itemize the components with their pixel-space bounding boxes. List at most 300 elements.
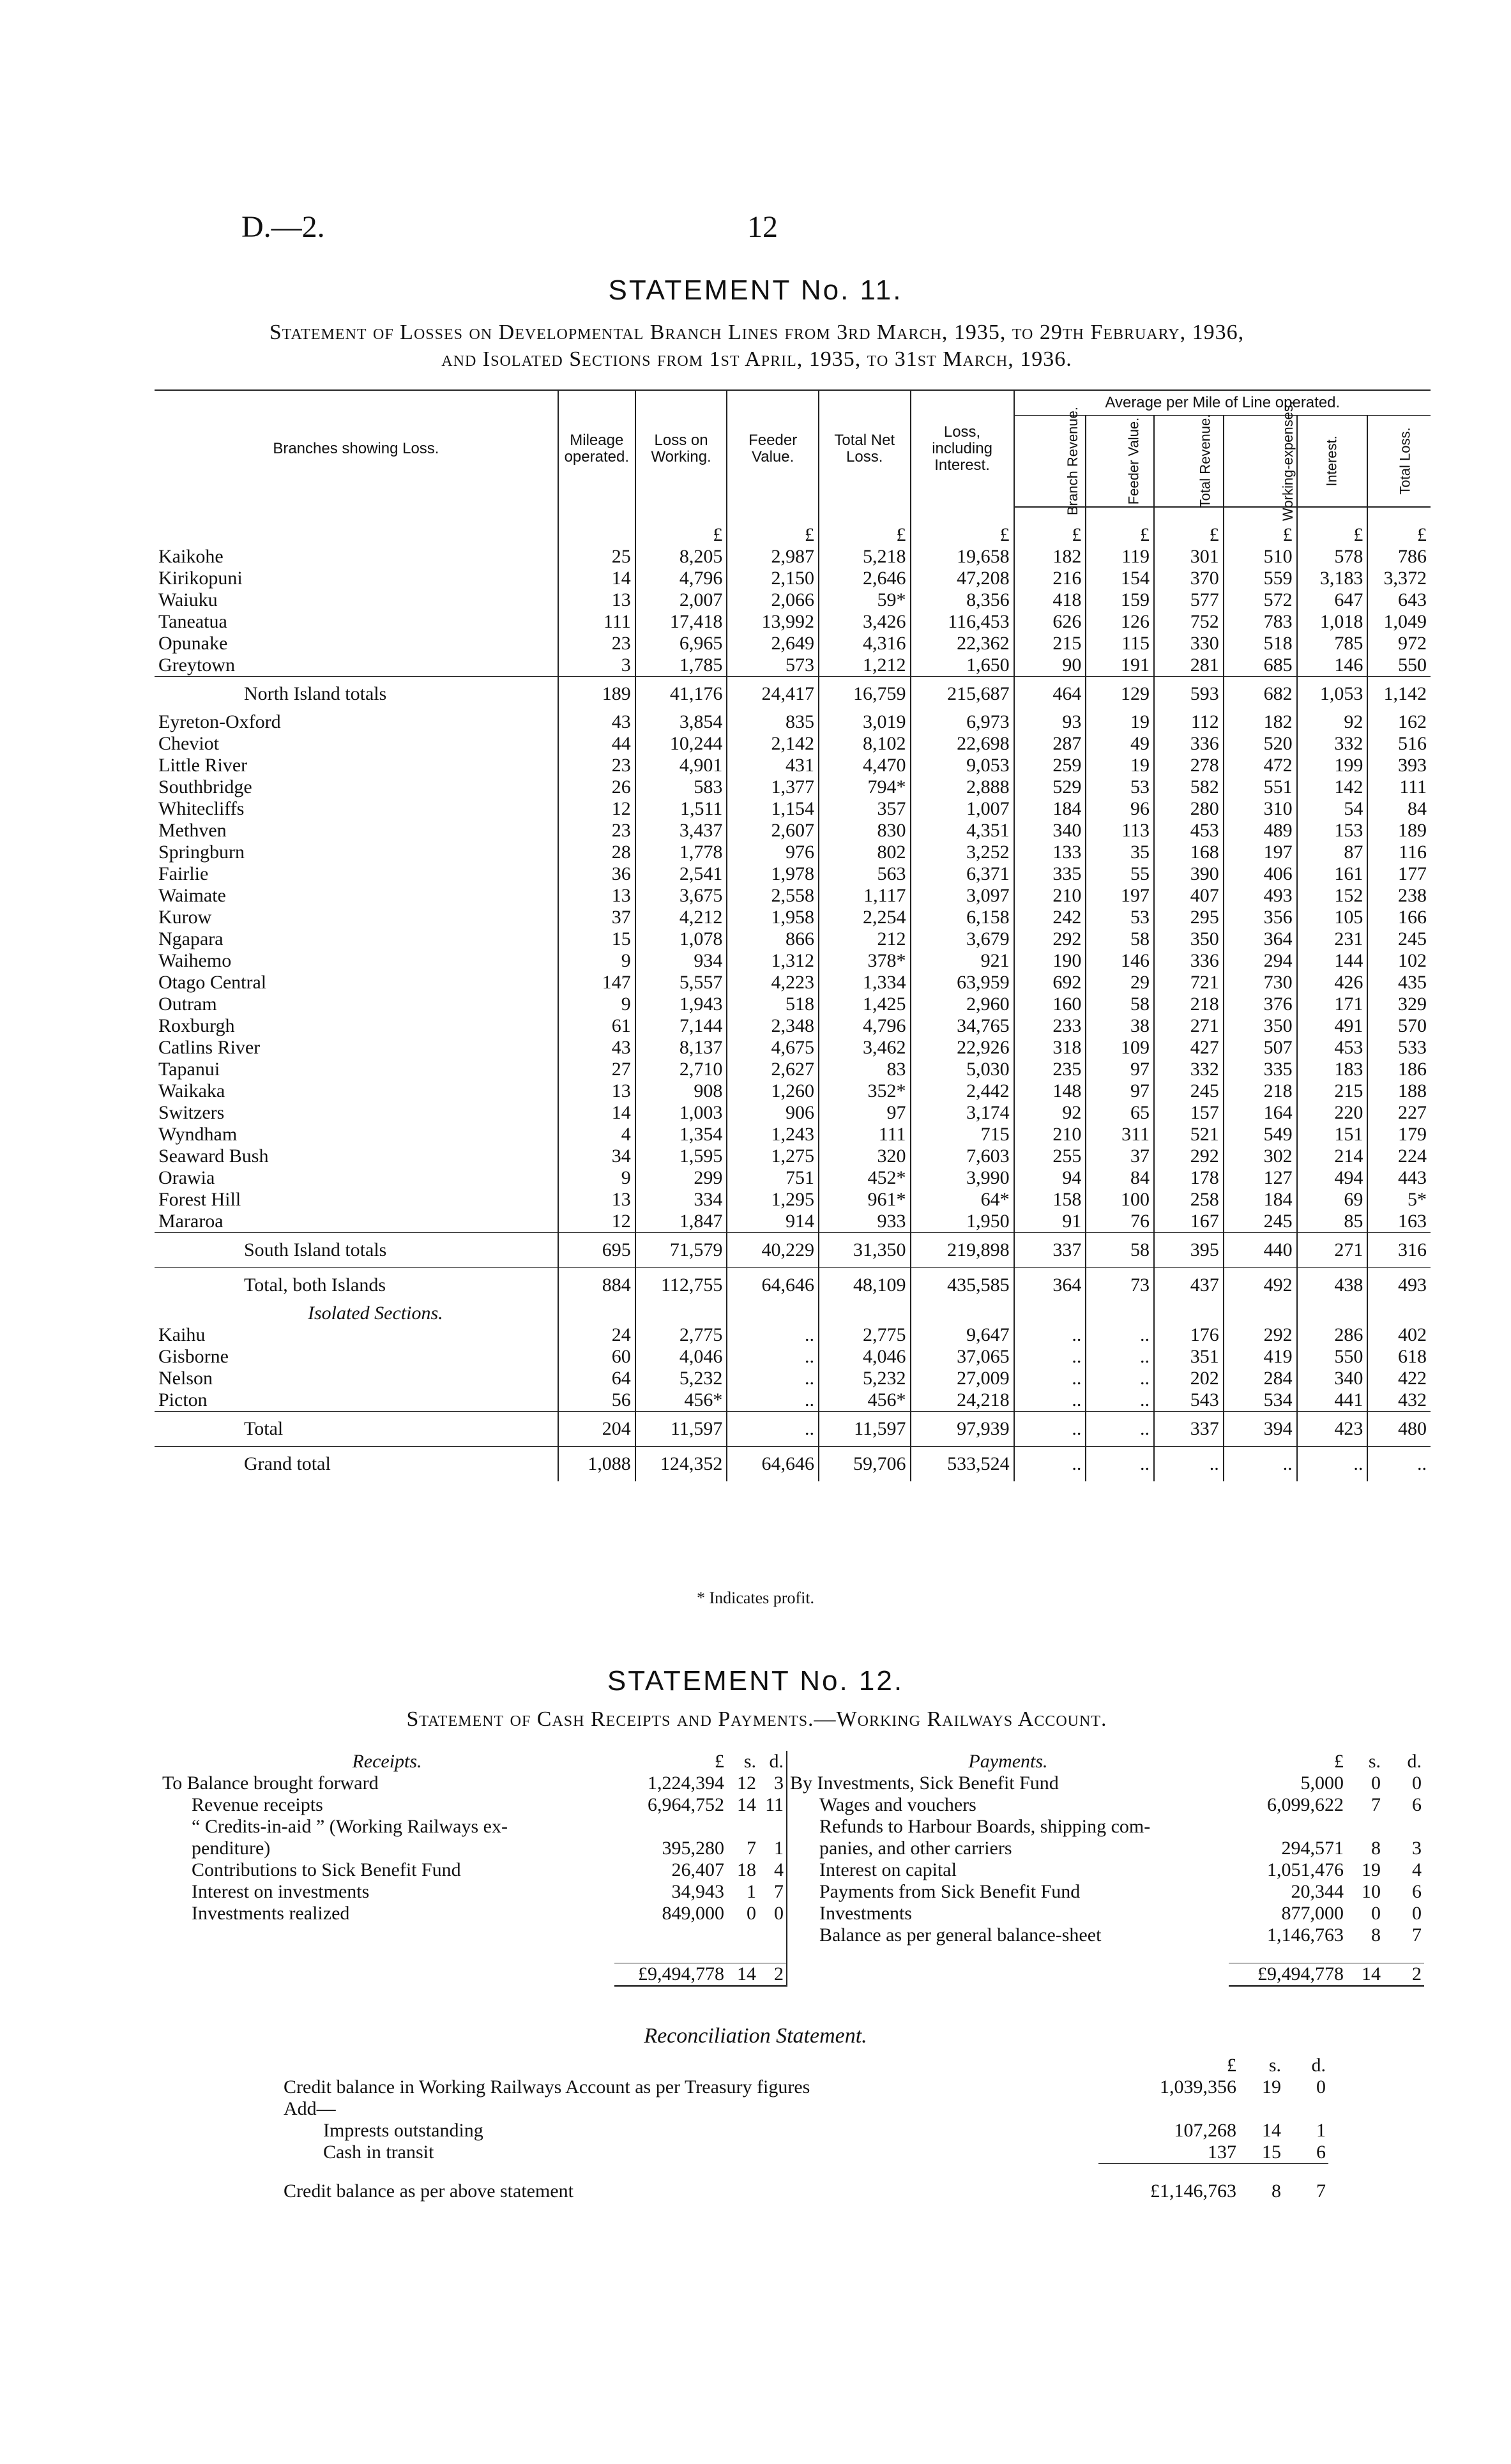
table-row (155, 733, 1431, 755)
row-value: 378* (819, 950, 911, 972)
row-value: 151 (1297, 1124, 1368, 1145)
row-value: 2,775 (635, 1324, 727, 1346)
table-row (155, 633, 1431, 654)
table-row (155, 1324, 1431, 1346)
cash-amount (614, 1924, 727, 1946)
row-label: Fairlie (158, 863, 209, 884)
row-value: 730 (1224, 972, 1297, 994)
row-value: .. (1014, 1389, 1086, 1412)
row-label: Cheviot (158, 733, 219, 754)
row-value: 214 (1297, 1145, 1368, 1167)
row-value: 280 (1154, 798, 1224, 820)
row-value: 148 (1014, 1080, 1086, 1102)
row-value: 24,417 (727, 677, 819, 712)
row-value: 5,232 (819, 1368, 911, 1389)
row-value: 1,053 (1297, 677, 1368, 712)
row-value: 5,030 (911, 1059, 1014, 1080)
row-value: 44 (558, 733, 635, 755)
row-value: .. (1086, 1447, 1154, 1482)
row-value: 4,223 (727, 972, 819, 994)
table-row (155, 776, 1431, 798)
row-value: 218 (1154, 994, 1224, 1015)
row-value: 364 (1014, 1268, 1086, 1303)
row-value: 19 (1086, 755, 1154, 776)
row-value: 59,706 (819, 1447, 911, 1482)
table-row (155, 907, 1431, 928)
row-value: 533 (1367, 1037, 1431, 1059)
row-value: 441 (1297, 1389, 1368, 1412)
row-value: 242 (1014, 907, 1086, 928)
row-value: 34,765 (911, 1015, 1014, 1037)
row-value: .. (1014, 1412, 1086, 1447)
cash-amount: 12 (737, 1772, 756, 1794)
cash-amount (614, 1816, 727, 1838)
row-value: 231 (1297, 928, 1368, 950)
row-value: 111 (819, 1124, 911, 1145)
cash-amount: 0 (1412, 1772, 1422, 1794)
row-value: 356 (1224, 907, 1297, 928)
row-value: 332 (1154, 1059, 1224, 1080)
cash-amount: 0 (1371, 1903, 1381, 1924)
row-value: 171 (1297, 994, 1368, 1015)
row-value: 40,229 (727, 1233, 819, 1268)
cash-label: Balance as per general balance-sheet (787, 1924, 1229, 1946)
row-value: 3 (558, 654, 635, 677)
row-value: 178 (1154, 1167, 1224, 1189)
row-value: 71,579 (635, 1233, 727, 1268)
row-value: 1,154 (727, 798, 819, 820)
row-value: 464 (1014, 677, 1086, 712)
row-value: 37 (558, 907, 635, 928)
row-value: 133 (1014, 842, 1086, 863)
cash-amount: 877,000 (1281, 1903, 1344, 1924)
row-value: 301 (1154, 546, 1224, 568)
row-value: 1,425 (819, 994, 911, 1015)
row-value: 14 (558, 568, 635, 589)
row-value: 12 (558, 1211, 635, 1233)
row-value: 19,658 (911, 546, 1014, 568)
row-label: Ngapara (158, 928, 224, 949)
row-value: .. (1086, 1346, 1154, 1368)
row-value: 752 (1154, 611, 1224, 633)
row-value: 2,007 (635, 589, 727, 611)
row-value: 1,018 (1297, 611, 1368, 633)
cash-amount: 0 (774, 1903, 784, 1924)
row-value: 1,243 (727, 1124, 819, 1145)
row-value: 97,939 (911, 1412, 1014, 1447)
row-value: 4,316 (819, 633, 911, 654)
row-value: 176 (1154, 1324, 1224, 1346)
isolated-heading: Isolated Sections. (308, 1303, 443, 1324)
row-value: 316 (1367, 1233, 1431, 1268)
row-value: 2,960 (911, 994, 1014, 1015)
row-value: 73 (1086, 1268, 1154, 1303)
row-value: 1,295 (727, 1189, 819, 1211)
table-row (155, 1167, 1431, 1189)
row-value: 407 (1154, 885, 1224, 907)
row-value: 427 (1154, 1037, 1224, 1059)
row-value: 210 (1014, 1124, 1086, 1145)
row-value: 1,778 (635, 842, 727, 863)
row-value: 364 (1224, 928, 1297, 950)
table-row (155, 546, 1431, 568)
row-label: Tapanui (158, 1059, 220, 1080)
cash-label: Interest on investments (192, 1881, 370, 1902)
row-value: 721 (1154, 972, 1224, 994)
row-value: 440 (1224, 1233, 1297, 1268)
cash-label: Refunds to Harbour Boards, shipping com- (787, 1816, 1229, 1838)
row-value: 168 (1154, 842, 1224, 863)
row-value: 259 (1014, 755, 1086, 776)
table-row (155, 1233, 1431, 1268)
table-row (155, 1211, 1431, 1233)
row-value: 37 (1086, 1145, 1154, 1167)
row-value: 751 (727, 1167, 819, 1189)
row-value: 245 (1367, 928, 1431, 950)
row-value: 235 (1014, 1059, 1086, 1080)
row-value: 3,252 (911, 842, 1014, 863)
row-value: 435,585 (911, 1268, 1014, 1303)
cash-row (160, 1816, 1424, 1838)
row-label: Whitecliffs (158, 798, 245, 819)
row-value: 336 (1154, 733, 1224, 755)
row-label: Greytown (158, 654, 235, 676)
table-row (155, 589, 1431, 611)
row-label: Orawia (158, 1167, 215, 1188)
row-value: 22,926 (911, 1037, 1014, 1059)
row-value: 12 (558, 798, 635, 820)
row-value: 188 (1367, 1080, 1431, 1102)
row-value: 570 (1367, 1015, 1431, 1037)
row-value: 785 (1297, 633, 1368, 654)
row-value: 11,597 (635, 1412, 727, 1447)
row-value: 84 (1367, 798, 1431, 820)
row-value: 154 (1086, 568, 1154, 589)
row-value: 3,097 (911, 885, 1014, 907)
row-value: 2,348 (727, 1015, 819, 1037)
row-value: 87 (1297, 842, 1368, 863)
cash-label: Interest on capital (787, 1859, 1229, 1881)
row-value: 835 (727, 711, 819, 733)
cash-total-row (160, 1963, 1424, 1986)
row-value: 26 (558, 776, 635, 798)
row-value: 212 (819, 928, 911, 950)
row-value: .. (1224, 1447, 1297, 1482)
row-value: 3,426 (819, 611, 911, 633)
row-value: 54 (1297, 798, 1368, 820)
row-value: 179 (1367, 1124, 1431, 1145)
row-value: 1,377 (727, 776, 819, 798)
table-row (155, 1268, 1431, 1303)
row-value: 695 (558, 1233, 635, 1268)
row-value: 715 (911, 1124, 1014, 1145)
cash-amount: 1 (774, 1838, 784, 1859)
row-value: 4,046 (635, 1346, 727, 1368)
row-value: 97 (819, 1102, 911, 1124)
row-value: 518 (1224, 633, 1297, 654)
row-value: 284 (1224, 1368, 1297, 1389)
row-value: 9,053 (911, 755, 1014, 776)
row-value: 518 (727, 994, 819, 1015)
table-row (155, 1447, 1431, 1482)
row-label: Waimate (158, 885, 226, 906)
cash-amount (727, 1924, 759, 1946)
row-value: 549 (1224, 1124, 1297, 1145)
row-value: 91 (1014, 1211, 1086, 1233)
row-value: 4,351 (911, 820, 1014, 842)
row-value: 4,796 (635, 568, 727, 589)
row-value: 933 (819, 1211, 911, 1233)
row-value: 390 (1154, 863, 1224, 885)
row-label: Otago Central (158, 972, 267, 993)
row-value: 109 (1086, 1037, 1154, 1059)
row-value: 292 (1154, 1145, 1224, 1167)
row-value: 238 (1367, 885, 1431, 907)
row-value: 334 (635, 1189, 727, 1211)
row-value: 53 (1086, 907, 1154, 928)
row-value: 1,978 (727, 863, 819, 885)
row-value: 111 (558, 611, 635, 633)
row-value: 199 (1297, 755, 1368, 776)
row-value: 8,102 (819, 733, 911, 755)
row-value: 158 (1014, 1189, 1086, 1211)
row-value: 402 (1367, 1324, 1431, 1346)
row-value: 336 (1154, 950, 1224, 972)
table-row (155, 755, 1431, 776)
cash-total: £9,494,778 (1229, 1963, 1346, 1986)
row-value: 3,679 (911, 928, 1014, 950)
row-value: 934 (635, 950, 727, 972)
cash-label: To Balance brought forward (162, 1772, 379, 1794)
cash-total: £9,494,778 (614, 1963, 727, 1986)
row-value: 186 (1367, 1059, 1431, 1080)
row-value: 162 (1367, 711, 1431, 733)
row-value: 245 (1224, 1211, 1297, 1233)
row-value: 351 (1154, 1346, 1224, 1368)
cash-amount (1346, 1816, 1383, 1838)
cash-amount (1229, 1816, 1346, 1838)
row-value: 84 (1086, 1167, 1154, 1189)
cash-amount: 10 (1362, 1881, 1381, 1902)
row-value: 2,254 (819, 907, 911, 928)
row-value: 204 (558, 1412, 635, 1447)
row-value: 48,109 (819, 1268, 911, 1303)
row-value: 311 (1086, 1124, 1154, 1145)
row-value: 147 (558, 972, 635, 994)
row-value: 97 (1086, 1059, 1154, 1080)
row-value: 92 (1297, 711, 1368, 733)
row-value: 292 (1014, 928, 1086, 950)
row-value: 8,137 (635, 1037, 727, 1059)
row-value: 271 (1297, 1233, 1368, 1268)
row-value: 189 (1367, 820, 1431, 842)
row-value: 105 (1297, 907, 1368, 928)
row-value: 11,597 (819, 1412, 911, 1447)
row-value: 4,046 (819, 1346, 911, 1368)
cash-row (160, 1903, 1424, 1924)
row-value: 227 (1367, 1102, 1431, 1124)
row-value: 58 (1086, 1233, 1154, 1268)
row-value: 357 (819, 798, 911, 820)
row-value: 22,362 (911, 633, 1014, 654)
cash-label: Contributions to Sick Benefit Fund (192, 1859, 461, 1880)
row-value: 543 (1154, 1389, 1224, 1412)
row-value: 510 (1224, 546, 1297, 568)
row-value: 3,372 (1367, 568, 1431, 589)
row-value: 4,901 (635, 755, 727, 776)
row-label: Kirikopuni (158, 568, 243, 589)
cash-amount (727, 1816, 759, 1838)
row-value: 866 (727, 928, 819, 950)
header-avg-interest: Interest. (1323, 435, 1340, 487)
row-value: 332 (1297, 733, 1368, 755)
row-value: 16,759 (819, 677, 911, 712)
row-value: 4,675 (727, 1037, 819, 1059)
cash-amount: 1 (747, 1881, 756, 1902)
row-value: 53 (1086, 776, 1154, 798)
row-value: 578 (1297, 546, 1368, 568)
row-value: .. (1014, 1368, 1086, 1389)
row-value: 22,698 (911, 733, 1014, 755)
table-row (155, 711, 1431, 733)
table-row (155, 1059, 1431, 1080)
row-value: 295 (1154, 907, 1224, 928)
cash-label: “ Credits-in-aid ” (Working Railways ex- (192, 1816, 508, 1837)
row-value: 146 (1297, 654, 1368, 677)
row-label: Kaihu (158, 1324, 206, 1345)
cash-total: 2 (1383, 1963, 1424, 1986)
row-value: 914 (727, 1211, 819, 1233)
losses-table (155, 389, 1431, 1481)
row-value: 13 (558, 1080, 635, 1102)
table-row (155, 1389, 1431, 1412)
row-value: .. (1154, 1447, 1224, 1482)
row-value: 85 (1297, 1211, 1368, 1233)
cash-label: Revenue receipts (192, 1794, 323, 1815)
cash-amount: 1,224,394 (648, 1772, 724, 1794)
row-value: 9 (558, 994, 635, 1015)
cash-amount (759, 1924, 787, 1946)
row-value: 1,595 (635, 1145, 727, 1167)
payments-heading: Payments. (787, 1751, 1229, 1772)
table-row (155, 1124, 1431, 1145)
row-value: 1,334 (819, 972, 911, 994)
row-value: 647 (1297, 589, 1368, 611)
row-value: 1,847 (635, 1211, 727, 1233)
row-value: 281 (1154, 654, 1224, 677)
row-value: 58 (1086, 994, 1154, 1015)
cash-row (160, 1859, 1424, 1881)
recon-line-treasury: Credit balance in Working Railways Account as per Treasury figures 1,039,356 19 0 (284, 2076, 1326, 2097)
row-value: 419 (1224, 1346, 1297, 1368)
row-value: 124,352 (635, 1447, 727, 1482)
row-value: 830 (819, 820, 911, 842)
row-value: 93 (1014, 711, 1086, 733)
row-value: 37,065 (911, 1346, 1014, 1368)
cash-amount: 3 (1412, 1838, 1422, 1859)
row-value: 184 (1014, 798, 1086, 820)
row-value: 335 (1014, 863, 1086, 885)
row-value: .. (1367, 1447, 1431, 1482)
row-value: 3,437 (635, 820, 727, 842)
row-value: 5,232 (635, 1368, 727, 1389)
cash-amount: 19 (1362, 1859, 1381, 1880)
row-value: .. (727, 1324, 819, 1346)
cash-amount: 4 (774, 1859, 784, 1880)
row-label: South Island totals (155, 1233, 558, 1268)
row-value: 489 (1224, 820, 1297, 842)
cash-row (160, 1838, 1424, 1859)
cash-amount: 0 (1371, 1772, 1381, 1794)
row-value: 453 (1154, 820, 1224, 842)
row-value: 166 (1367, 907, 1431, 928)
table-row (155, 1368, 1431, 1389)
table-row (155, 1080, 1431, 1102)
row-value: 551 (1224, 776, 1297, 798)
row-value: 337 (1154, 1412, 1224, 1447)
row-value: 197 (1224, 842, 1297, 863)
row-value: 906 (727, 1102, 819, 1124)
row-value: 96 (1086, 798, 1154, 820)
page-ref: D.—2. (241, 210, 325, 244)
row-value: 6,973 (911, 711, 1014, 733)
row-value: 92 (1014, 1102, 1086, 1124)
row-value: 292 (1224, 1324, 1297, 1346)
cash-total: 14 (727, 1963, 759, 1986)
table-row (155, 611, 1431, 633)
row-value: 4,212 (635, 907, 727, 928)
row-value: 2,442 (911, 1080, 1014, 1102)
row-value: 167 (1154, 1211, 1224, 1233)
row-label: Mararoa (158, 1211, 224, 1232)
row-value: 435 (1367, 972, 1431, 994)
row-value: 69 (1297, 1189, 1368, 1211)
row-value: 1,943 (635, 994, 727, 1015)
row-value: 550 (1367, 654, 1431, 677)
row-value: 2,142 (727, 733, 819, 755)
row-value: 146 (1086, 950, 1154, 972)
table-row (155, 1015, 1431, 1037)
row-value: 393 (1367, 755, 1431, 776)
row-value: 25 (558, 546, 635, 568)
row-value: 56 (558, 1389, 635, 1412)
row-value: 1,275 (727, 1145, 819, 1167)
table-row (155, 863, 1431, 885)
cash-amount: 6 (1412, 1881, 1422, 1902)
row-value: 1,142 (1367, 677, 1431, 712)
cash-amount (759, 1816, 787, 1838)
receipts-heading: Receipts. (352, 1751, 422, 1772)
statement-11-subtitle-1: Statement of Losses on Developmental Branch Lines from 3rd March, 1935, to 29th February, 1936, (269, 321, 1245, 344)
row-value: 191 (1086, 654, 1154, 677)
row-value: 10,244 (635, 733, 727, 755)
row-value: 802 (819, 842, 911, 863)
cash-amount: 5,000 (1300, 1772, 1344, 1794)
row-value: 189 (558, 677, 635, 712)
row-value: 4 (558, 1124, 635, 1145)
row-value: 210 (1014, 885, 1086, 907)
row-value: 102 (1367, 950, 1431, 972)
row-label: Methven (158, 820, 227, 841)
row-value: 1,260 (727, 1080, 819, 1102)
row-value: 3,462 (819, 1037, 911, 1059)
row-value: 64 (558, 1368, 635, 1389)
row-label: Waikaka (158, 1080, 225, 1101)
reconciliation-title: Reconciliation Statement. (644, 2024, 867, 2048)
row-value: 573 (727, 654, 819, 677)
row-value: 24 (558, 1324, 635, 1346)
row-value: 550 (1297, 1346, 1368, 1368)
